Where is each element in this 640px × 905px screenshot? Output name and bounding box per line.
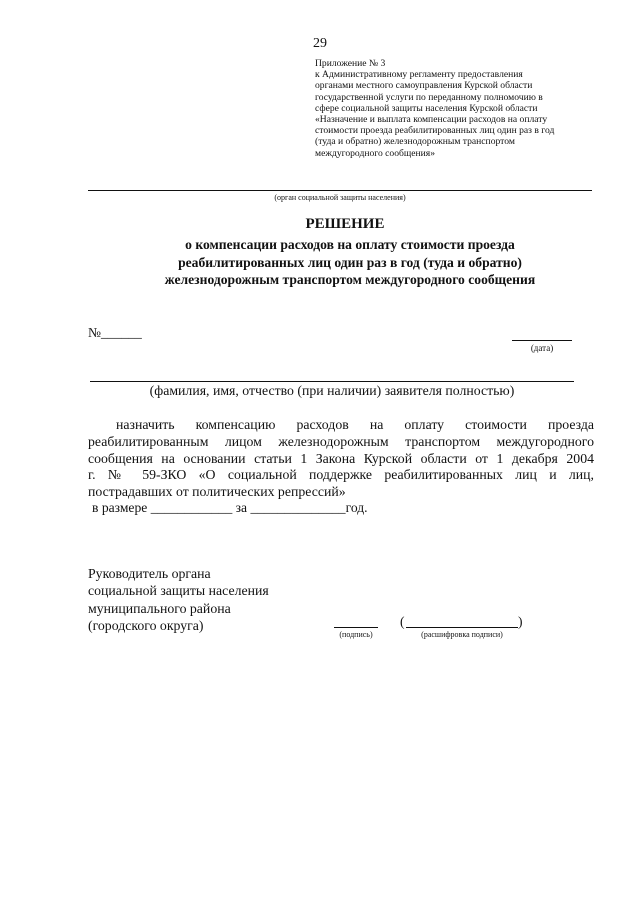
subtitle-line: о компенсации расходов на оплату стоимости проезда bbox=[185, 237, 515, 252]
appendix-line: к Административному регламенту предоставления bbox=[315, 69, 523, 81]
body-line: назначить компенсацию расходов на оплату стоимости проезда bbox=[116, 417, 594, 432]
appendix-line: междугородного сообщения» bbox=[315, 147, 436, 159]
body-line: сообщения на основании статьи 1 Закона Курской области от 1 декабря 2004 bbox=[88, 450, 594, 466]
decision-body bbox=[88, 417, 594, 501]
signatory-block bbox=[88, 565, 269, 634]
appendix-line: органами местного самоуправления Курской области bbox=[315, 80, 533, 92]
number-field: №______ bbox=[88, 325, 142, 340]
appendix-line: «Назначение и выплата компенсации расходов на оплату bbox=[315, 114, 548, 126]
decryption-caption: (расшифровка подписи) bbox=[421, 630, 503, 639]
appendix-line: Приложение № 3 bbox=[315, 58, 386, 69]
decryption-line bbox=[406, 627, 518, 628]
document-subtitle bbox=[110, 236, 590, 289]
signatory-line: Руководитель органа bbox=[88, 566, 211, 581]
appendix-line: (туда и обратно) железнодорожным транспортом bbox=[315, 136, 515, 148]
appendix-line: стоимости проезда реабилитированных лиц один раз в год bbox=[315, 125, 555, 137]
organ-caption: (орган социальной защиты населения) bbox=[274, 193, 406, 202]
signature-line bbox=[334, 627, 378, 628]
appendix-line: государственной услуги по переданному полномочию в bbox=[315, 91, 543, 103]
signatory-line: муниципального района bbox=[88, 600, 231, 616]
appendix-block bbox=[315, 58, 590, 159]
body-line: реабилитированным лицом железнодорожным транспортом междугородного bbox=[88, 433, 594, 449]
page-number: 29 bbox=[313, 36, 327, 51]
date-caption: (дата) bbox=[530, 343, 554, 353]
date-line bbox=[512, 340, 572, 341]
body-line: пострадавших от политических репрессий» bbox=[88, 484, 346, 500]
subtitle-line: реабилитированных лиц один раз в год (туда и обратно) bbox=[178, 254, 522, 270]
document-title: РЕШЕНИЕ bbox=[305, 216, 385, 232]
appendix-line: сфере социальной защиты населения Курской области bbox=[315, 102, 538, 114]
signatory-line: (городского округа) bbox=[88, 617, 204, 633]
amount-line: в размере ____________ за ______________год. bbox=[92, 500, 368, 515]
organ-line bbox=[88, 190, 592, 191]
subtitle-line: железнодорожным транспортом междугородного сообщения bbox=[164, 272, 536, 287]
body-line: г. № 59-ЗКО «О социальной поддержке реабилитированных лиц и лиц, bbox=[88, 467, 594, 483]
applicant-caption: (фамилия, имя, отчество (при наличии) заявителя полностью) bbox=[149, 383, 515, 398]
signatory-line: социальной защиты населения bbox=[88, 583, 269, 599]
signature-caption: (подпись) bbox=[339, 630, 373, 639]
decryption-open-paren: ( bbox=[400, 614, 405, 629]
decryption-close-paren: ) bbox=[518, 614, 523, 629]
applicant-line bbox=[90, 381, 574, 382]
